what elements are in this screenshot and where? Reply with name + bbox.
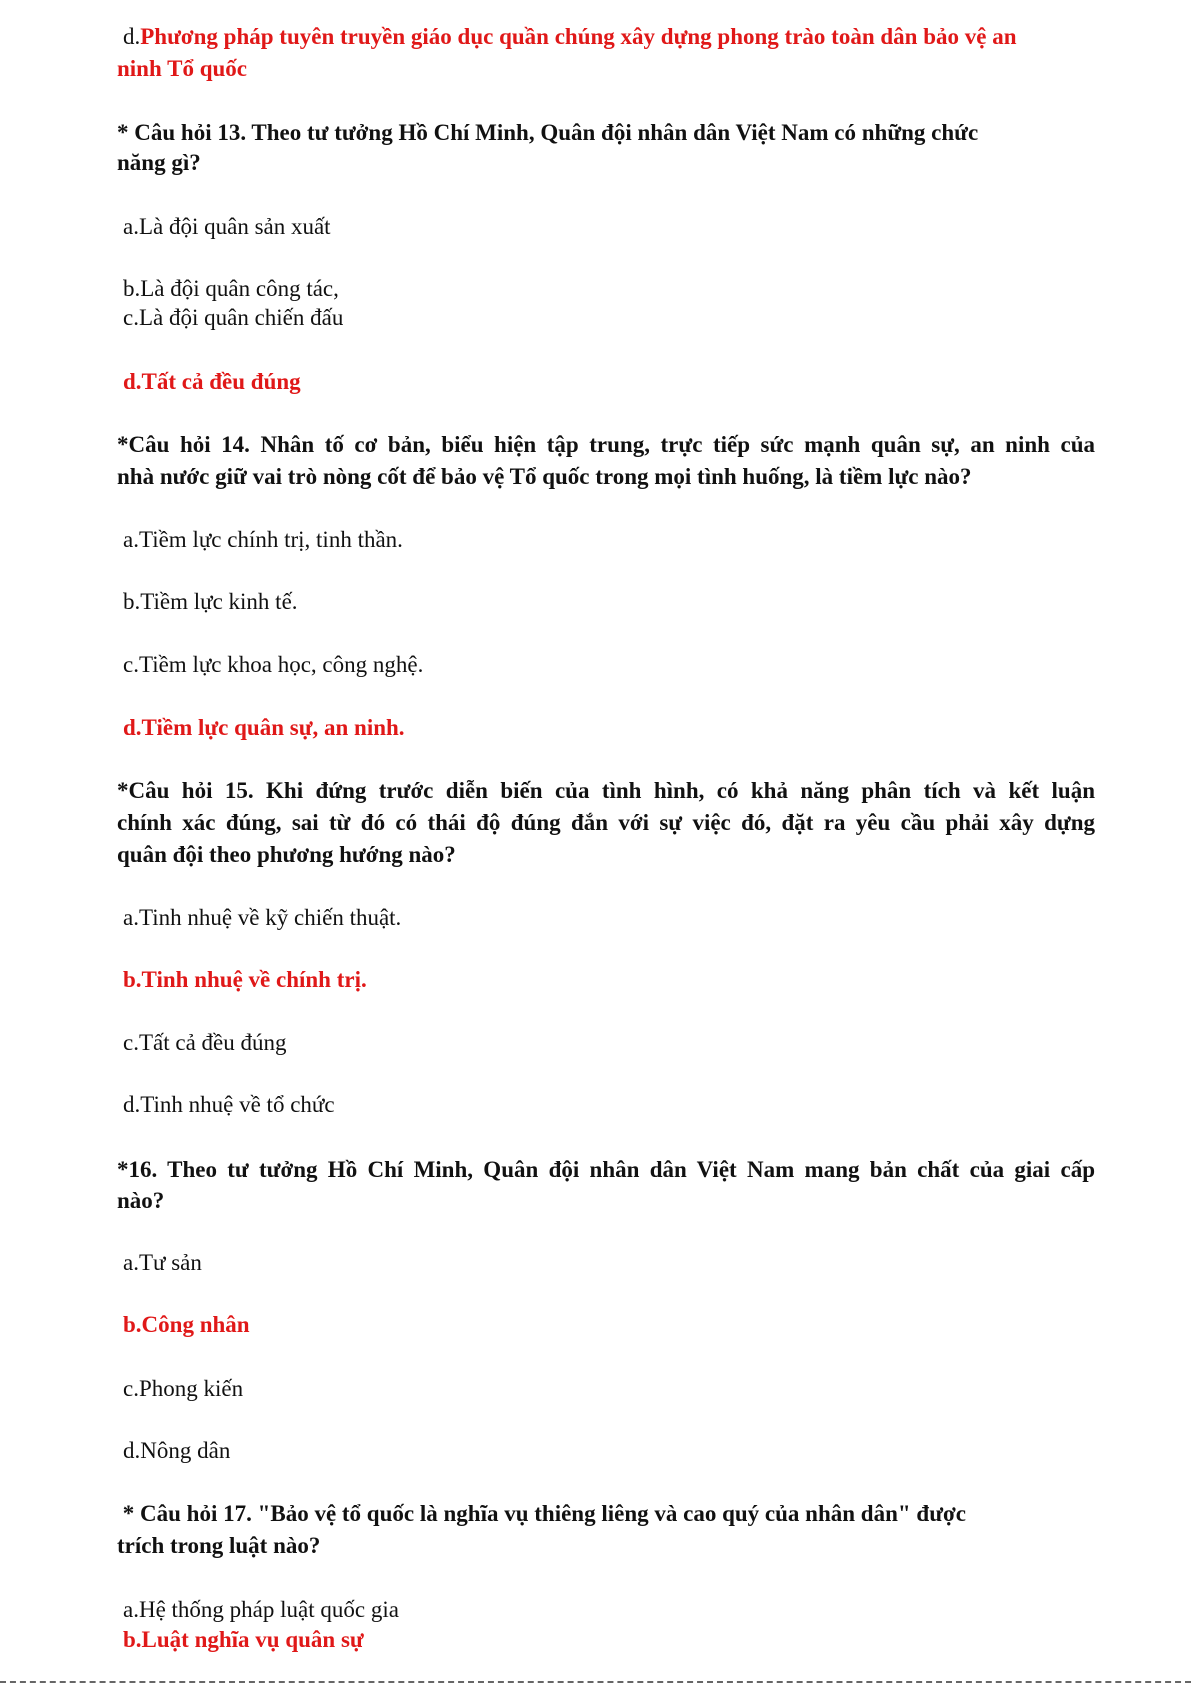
option-13b: b.Là đội quân công tác, [123,276,339,301]
answer-12d-line-1 [0,22,1191,52]
option-14a: a.Tiềm lực chính trị, tinh thần. [123,527,403,552]
answer-12d-line-2: ninh Tổ quốc [117,56,247,81]
question-17-line-1: * Câu hỏi 17. "Bảo vệ tổ quốc là nghĩa vụ thiêng liêng và cao quý của nhân dân" được [117,1501,966,1526]
option-15d: d.Tinh nhuệ về tổ chức [123,1092,335,1117]
option-16c: c.Phong kiến [123,1376,244,1401]
question-15-line-2: chính xác đúng, sai từ đó có thái độ đúng đắn với sự việc đó, đặt ra yêu cầu phải xây dựng [117,810,1095,835]
option-16d: d.Nông dân [123,1438,231,1463]
option-17a: a.Hệ thống pháp luật quốc gia [123,1597,399,1622]
option-14c: c.Tiềm lực khoa học, công nghệ. [123,652,424,677]
option-16a: a.Tư sản [123,1250,202,1275]
option-13c: c.Là đội quân chiến đấu [123,305,344,330]
answer-13d: d.Tất cả đều đúng [123,369,301,394]
page-bottom-divider [0,1681,1191,1683]
answer-14d: d.Tiềm lực quân sự, an ninh. [123,715,405,740]
question-14-line-1: *Câu hỏi 14. Nhân tố cơ bản, biểu hiện tập trung, trực tiếp sức mạnh quân sự, an ninh của [117,432,1095,457]
option-15a: a.Tinh nhuệ về kỹ chiến thuật. [123,905,402,930]
option-13a: a.Là đội quân sản xuất [123,214,331,239]
answer-prefix: d. [123,24,141,49]
answer-text: Phương pháp tuyên truyền giáo dục quần chúng xây dựng phong trào toàn dân bảo vệ an [140,24,1017,49]
question-15-line-3: quân đội theo phương hướng nào? [117,842,456,867]
answer-15b: b.Tinh nhuệ về chính trị. [123,967,367,992]
question-16-line-1: *16. Theo tư tưởng Hồ Chí Minh, Quân đội nhân dân Việt Nam mang bản chất của giai cấp [117,1157,1095,1182]
option-15c: c.Tất cả đều đúng [123,1030,287,1055]
question-13-line-2: năng gì? [117,150,201,175]
answer-16b: b.Công nhân [123,1312,250,1337]
question-14-line-2: nhà nước giữ vai trò nòng cốt để bảo vệ Tổ quốc trong mọi tình huống, là tiềm lực nào? [117,464,972,489]
question-16-line-2: nào? [117,1188,165,1213]
question-17-line-2: trích trong luật nào? [117,1533,321,1558]
question-15-line-1: *Câu hỏi 15. Khi đứng trước diễn biến của tình hình, có khả năng phân tích và kết luận [117,778,1095,803]
answer-17b: b.Luật nghĩa vụ quân sự [123,1627,364,1652]
question-13-line-1: * Câu hỏi 13. Theo tư tưởng Hồ Chí Minh, Quân đội nhân dân Việt Nam có những chức [117,120,979,145]
option-14b: b.Tiềm lực kinh tế. [123,589,298,614]
